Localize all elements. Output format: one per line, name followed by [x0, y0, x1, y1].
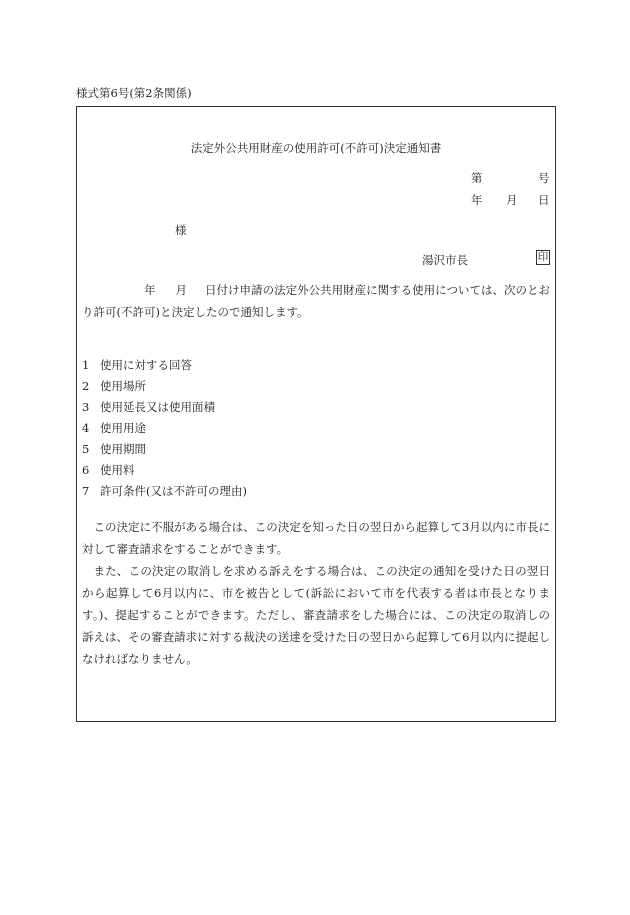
- list-item: [82, 481, 247, 502]
- item-number: 5: [82, 442, 90, 456]
- intro-paragraph: [82, 279, 550, 323]
- list-item: [82, 439, 247, 460]
- date-month-label: 月: [506, 193, 518, 207]
- list-item: [82, 397, 247, 418]
- appeal-notice-paragraph: この決定に不服がある場合は、この決定を知った日の翌日から起算して3月以内に市長に対して審査請求をすることができます。: [82, 520, 550, 556]
- form-number-label: 様式第6号(第2条関係): [76, 86, 192, 100]
- recipient-honorific: 様: [175, 223, 187, 237]
- item-label: 使用延長又は使用面積: [100, 400, 215, 414]
- document-title: 法定外公共用財産の使用許可(不許可)決定通知書: [190, 141, 442, 155]
- item-label: 使用期間: [100, 442, 146, 456]
- seal-stamp: 印: [537, 251, 549, 264]
- notice-form-frame: [76, 106, 556, 722]
- list-item: [82, 355, 247, 376]
- list-item: [82, 376, 247, 397]
- item-label: 使用用途: [100, 421, 146, 435]
- item-number: 6: [82, 463, 90, 477]
- intro-text: 日付け申請の法定外公共用財産に関する使用については、次のとおり許可(不許可)と決定したので通知します。: [82, 283, 550, 319]
- list-item: [82, 460, 247, 481]
- item-label: 使用に対する回答: [100, 358, 192, 372]
- item-label: 使用料: [100, 463, 135, 477]
- item-number: 3: [82, 400, 90, 414]
- lawsuit-notice-paragraph: また、この決定の取消しを求める訴えをする場合は、この決定の通知を受けた日の翌日から起算して6月以内に、市を被告として(訴訟において市を代表する者は市長となります。)、提起することができます。ただし、審査請求をした場合には、この決定の取消しの訴えは、その審査請求に対する裁決の送達を受けた日の翌日から起算して6月以内に提起しなければなりません。: [82, 564, 550, 666]
- date-day-label: 日: [538, 193, 550, 207]
- intro-year-label: 年: [144, 283, 156, 297]
- issuer-name: 湯沢市長: [422, 253, 468, 267]
- list-item: [82, 418, 247, 439]
- item-number: 7: [82, 484, 90, 498]
- item-number: 2: [82, 379, 90, 393]
- date-year-label: 年: [471, 193, 483, 207]
- item-label: 使用場所: [100, 379, 146, 393]
- document-number-prefix: 第: [471, 171, 483, 185]
- item-list: [82, 355, 247, 502]
- intro-month-label: 月: [175, 283, 188, 297]
- document-number-suffix: 号: [538, 171, 550, 185]
- item-number: 1: [82, 358, 90, 372]
- item-number: 4: [82, 421, 90, 435]
- item-label: 許可条件(又は不許可の理由): [100, 484, 247, 498]
